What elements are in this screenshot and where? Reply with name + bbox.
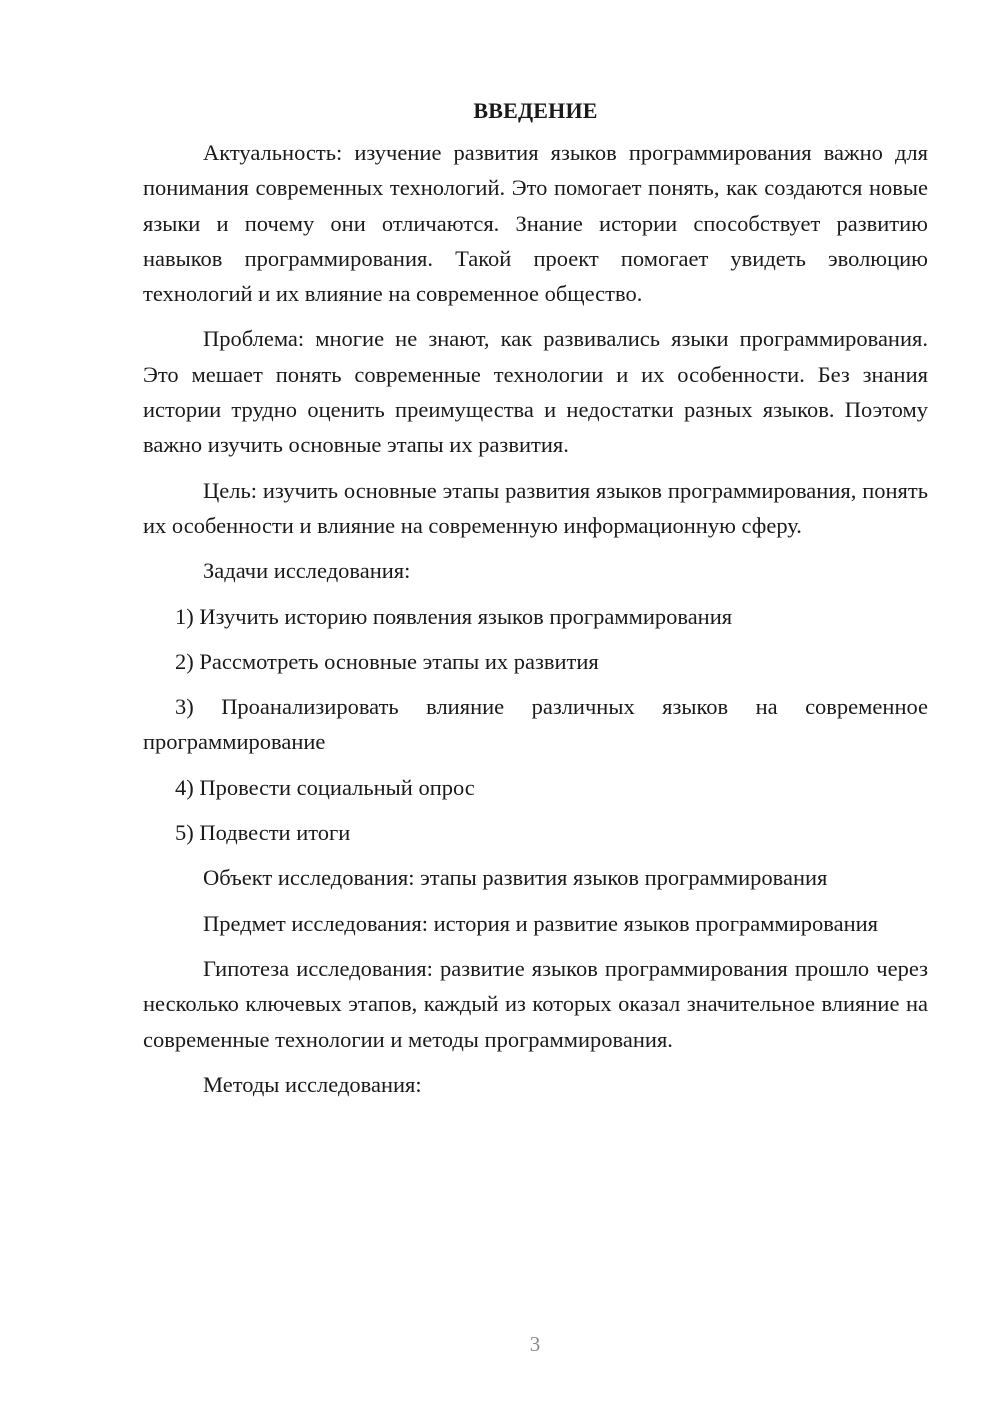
task-item-3: 3) Проанализировать влияние различных языков на современное программирование [143,694,928,755]
task-item-2: 2) Рассмотреть основные этапы их развития [175,648,599,674]
methods-title: Методы исследования: [203,1071,422,1097]
page-number: 3 [529,1332,541,1356]
hypothesis-paragraph: Гипотеза исследования: развитие языков программирования прошло через несколько ключевых этапов, каждый из которых оказал значительное влияние на современные технологии и методы программирования. [143,955,928,1052]
object-paragraph: Объект исследования: этапы развития языков программирования [203,865,828,891]
section-heading: ВВЕДЕНИЕ [473,98,598,123]
task-item-5: 5) Подвести итоги [175,820,351,846]
task-item-1: 1) Изучить историю появления языков программирования [175,603,733,629]
relevance-paragraph: Актуальность: изучение развития языков программирования важно для понимания современных технологий. Это помогает понять, как создаются новые языки и почему они отличаются. Знание истории способствует развитию навыков программирования. Такой проект помогает увидеть эволюцию технологий и их влияние на современное общество. [143,140,928,307]
task-item-4: 4) Провести социальный опрос [175,774,475,800]
page-content [143,95,928,1112]
subject-paragraph: Предмет исследования: история и развитие языков программирования [203,910,878,936]
tasks-title: Задачи исследования: [203,558,411,584]
goal-paragraph: Цель: изучить основные этапы развития языков программирования, понять их особенности и влияние на современную информационную сферу. [143,477,928,538]
problem-paragraph: Проблема: многие не знают, как развивались языки программирования. Это мешает понять современные технологии и их особенности. Без знания истории трудно оценить преимущества и недостатки разных языков. Поэтому важно изучить основные этапы их развития. [143,326,928,458]
